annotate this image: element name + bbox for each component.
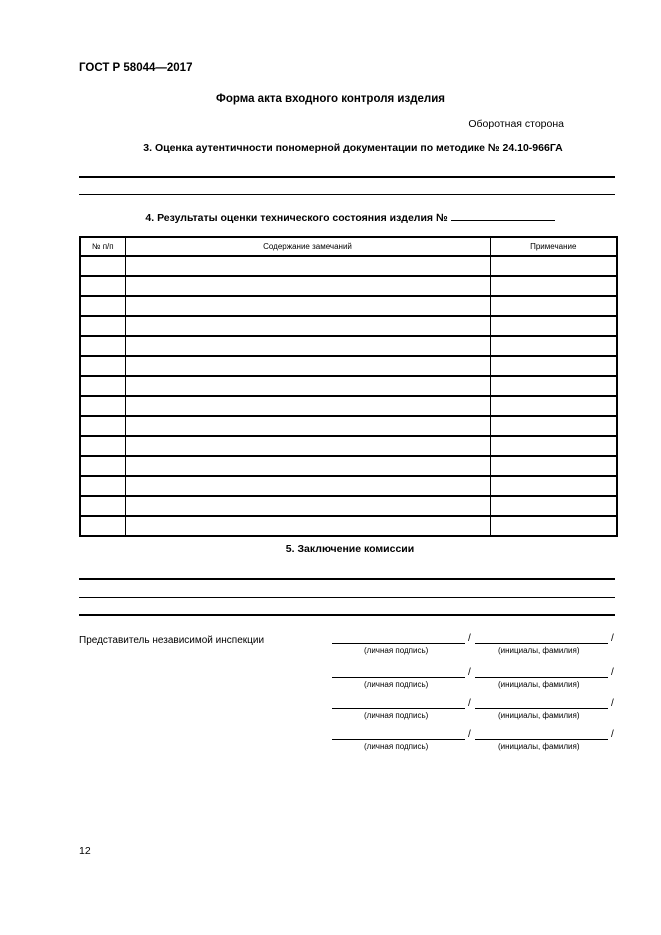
signature-line (332, 708, 465, 709)
cell-remarks (125, 516, 490, 536)
caption-signature: (личная подпись) (364, 742, 429, 751)
table-row (80, 516, 617, 536)
table-row (80, 396, 617, 416)
cell-note (490, 416, 617, 436)
column-header-remarks: Содержание замечаний (125, 237, 490, 256)
cell-remarks (125, 396, 490, 416)
table-row (80, 496, 617, 516)
cell-note (490, 496, 617, 516)
cell-remarks (125, 416, 490, 436)
side-label: Оборотная сторона (468, 118, 564, 130)
cell-note (490, 396, 617, 416)
table-header-row (80, 237, 617, 256)
cell-number (80, 256, 125, 276)
signature-line (332, 739, 465, 740)
cell-number (80, 476, 125, 496)
slash: / (468, 729, 471, 740)
name-line (475, 708, 608, 709)
cell-remarks (125, 336, 490, 356)
name-line (475, 739, 608, 740)
cell-number (80, 496, 125, 516)
section-4-title-text: 4. Результаты оценки технического состояния изделия № (145, 212, 448, 224)
cell-number (80, 436, 125, 456)
slash: / (611, 729, 614, 740)
table-row (80, 296, 617, 316)
cell-note (490, 276, 617, 296)
cell-number (80, 276, 125, 296)
caption-signature: (личная подпись) (364, 646, 429, 655)
table-row (80, 476, 617, 496)
caption-name: (инициалы, фамилия) (498, 742, 580, 751)
cell-remarks (125, 296, 490, 316)
name-line (475, 677, 608, 678)
signature-block (332, 700, 617, 728)
cell-number (80, 516, 125, 536)
column-header-number: № п/п (80, 237, 125, 256)
caption-name: (инициалы, фамилия) (498, 680, 580, 689)
table-row (80, 276, 617, 296)
slash: / (611, 633, 614, 644)
cell-remarks (125, 476, 490, 496)
cell-note (490, 336, 617, 356)
caption-name: (инициалы, фамилия) (498, 646, 580, 655)
cell-remarks (125, 356, 490, 376)
slash: / (468, 698, 471, 709)
slash: / (611, 667, 614, 678)
cell-remarks (125, 436, 490, 456)
cell-remarks (125, 316, 490, 336)
signature-line (332, 643, 465, 644)
table-row (80, 336, 617, 356)
section-5-line-2 (79, 597, 615, 598)
table-row (80, 416, 617, 436)
signature-block (332, 731, 617, 759)
cell-number (80, 336, 125, 356)
cell-remarks (125, 496, 490, 516)
cell-note (490, 376, 617, 396)
caption-name: (инициалы, фамилия) (498, 711, 580, 720)
cell-number (80, 316, 125, 336)
cell-number (80, 376, 125, 396)
cell-note (490, 316, 617, 336)
section-5-title: 5. Заключение комиссии (285, 543, 415, 555)
document-id: ГОСТ Р 58044—2017 (79, 62, 193, 74)
cell-note (490, 256, 617, 276)
section-3-line-2 (79, 194, 615, 195)
cell-note (490, 456, 617, 476)
signature-block (332, 669, 617, 697)
slash: / (468, 633, 471, 644)
table-row (80, 436, 617, 456)
cell-note (490, 296, 617, 316)
results-table (79, 236, 618, 537)
signature-block (332, 635, 617, 663)
section-4-title (0, 210, 661, 224)
page-number: 12 (79, 845, 91, 857)
section-5-line-1 (79, 578, 615, 580)
table-row (80, 316, 617, 336)
section-5-line-3 (79, 614, 615, 616)
cell-note (490, 356, 617, 376)
cell-number (80, 416, 125, 436)
cell-remarks (125, 256, 490, 276)
caption-signature: (личная подпись) (364, 680, 429, 689)
table-row (80, 356, 617, 376)
slash: / (611, 698, 614, 709)
caption-signature: (личная подпись) (364, 711, 429, 720)
cell-note (490, 476, 617, 496)
cell-number (80, 356, 125, 376)
item-number-blank (451, 210, 555, 221)
cell-remarks (125, 376, 490, 396)
section-3-line-1 (79, 176, 615, 178)
cell-note (490, 436, 617, 456)
table-row (80, 456, 617, 476)
slash: / (468, 667, 471, 678)
representative-label: Представитель независимой инспекции (79, 635, 265, 646)
cell-remarks (125, 456, 490, 476)
section-3-title: 3. Оценка аутентичности пономерной документации по методике № 24.10-966ГА (143, 142, 563, 154)
form-title: Форма акта входного контроля изделия (216, 93, 445, 105)
cell-remarks (125, 276, 490, 296)
cell-number (80, 396, 125, 416)
signature-line (332, 677, 465, 678)
cell-note (490, 516, 617, 536)
column-header-note: Примечание (490, 237, 617, 256)
cell-number (80, 296, 125, 316)
table-row (80, 376, 617, 396)
cell-number (80, 456, 125, 476)
name-line (475, 643, 608, 644)
table-row (80, 256, 617, 276)
